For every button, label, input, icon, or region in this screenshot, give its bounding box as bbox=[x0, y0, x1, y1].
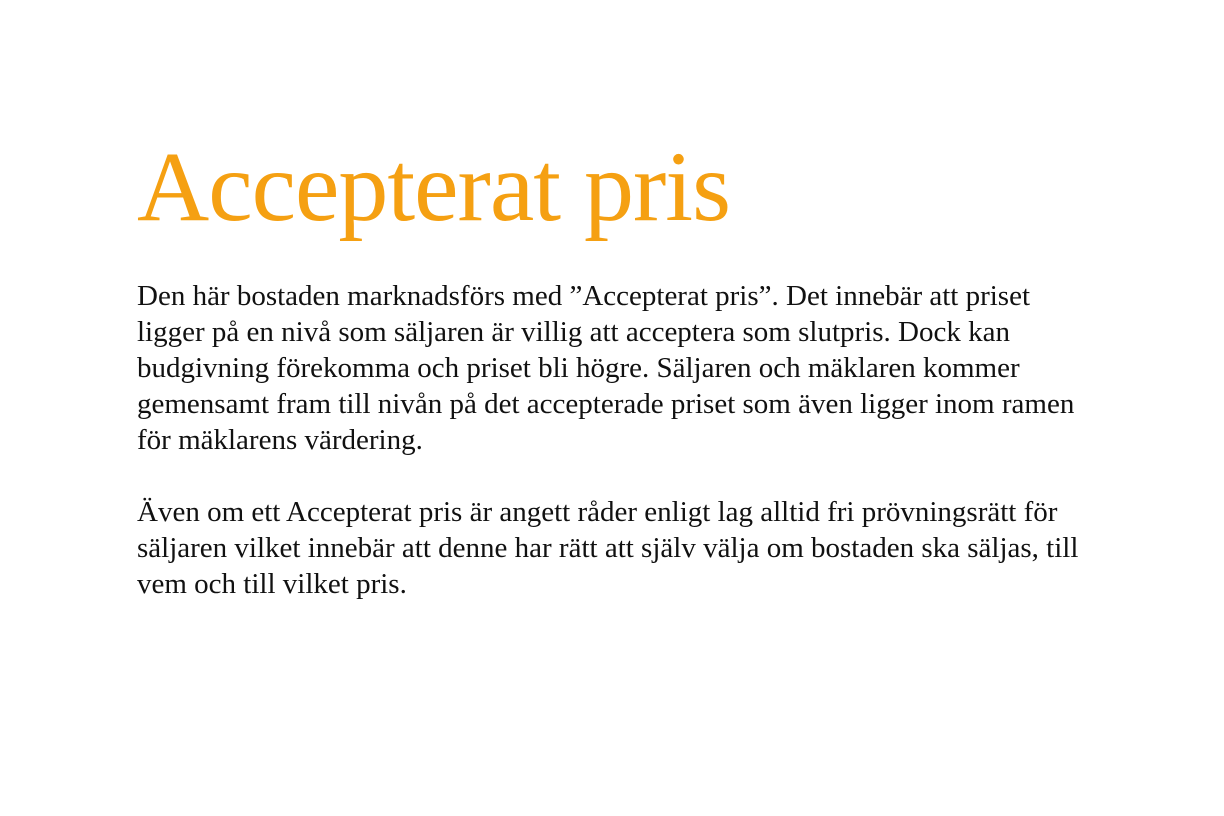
paragraph-accepted-price-definition: Den här bostaden marknadsförs med ”Accepterat pris”. Det innebär att priset ligger på en nivå som säljaren är villig att acceptera som slutpris. Dock kan budgivning förekomma och priset bli högre. Säljaren och mäklaren kommer gemensamt fram till nivån på det accepterade priset som även ligger inom ramen för mäklarens värdering. bbox=[137, 280, 1075, 456]
body-text bbox=[137, 278, 1097, 602]
page-title: Accepterat pris bbox=[137, 131, 731, 242]
paragraph-seller-review-right: Även om ett Accepterat pris är angett råder enligt lag alltid fri prövningsrätt för säljaren vilket innebär att denne har rätt att själv välja om bostaden ska säljas, till vem och till vilket pris. bbox=[137, 496, 1079, 600]
